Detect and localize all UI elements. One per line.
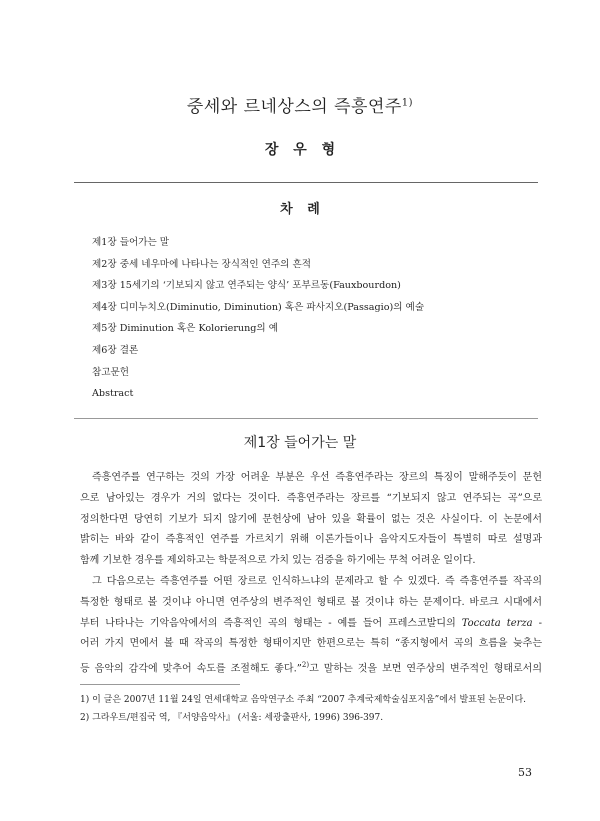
body-line: 특정한 형태로 볼 것이냐 아니면 연주상의 변주적인 형태로 볼 것이냐 하는 문제이다. 바로크 시대에서	[80, 596, 542, 608]
body-line: 즉흥연주를 연구하는 것의 가장 어려운 부분은 우선 즉흥연주라는 장르의 특징이 말해주듯이 문헌	[92, 472, 542, 483]
body-line: 함께 기보한 경우를 제외하고는 학문적으로 가치 있는 검증을 하기에는 무척 어려운 일이다.	[80, 555, 476, 567]
toc-item: Abstract	[92, 388, 134, 400]
footnotes	[80, 692, 542, 727]
body-line-with-footnote	[80, 655, 542, 676]
body-line-text: 고 말하는 것을 보면 연주상의 변주적인 형태로서의	[309, 663, 542, 675]
toc-top-divider	[74, 182, 538, 183]
body-line-text: 등 음악의 감각에 맞추어 속도를 조절해도 좋다.”	[80, 663, 302, 675]
body-line-with-italic	[80, 614, 542, 635]
chapter-heading: 제1장 들어가는 말	[243, 435, 357, 451]
table-of-contents	[92, 232, 424, 405]
toc-item: 참고문헌	[92, 366, 130, 378]
footnote-2: 2) 그라우트/편집국 역, 『서양음악사』 (서울: 세광출판사, 1996) 396-397.	[80, 712, 384, 723]
title-footnote-mark[interactable]: 1)	[401, 97, 414, 109]
footnote-1: 1) 이 글은 2007년 11월 24일 연세대학교 음악연구소 주최 “2007 추계국제학술심포지움”에서 발표된 논문이다.	[80, 695, 527, 705]
toccata-terza-title: Toccata terza	[461, 617, 533, 629]
toc-item: 제1장 들어가는 말	[92, 237, 170, 248]
body-line: 그 다음으로는 즉흥연주를 어떤 장르로 인식하느냐의 문제라고 할 수 있겠다. 즉 즉흥연주를 작곡의	[92, 575, 542, 587]
body-line: 어러 가지 면에서 볼 때 작곡의 특정한 형태이지만 한편으로는 특히 “종지형에서 곡의 흐름을 늦추는	[80, 638, 542, 650]
body-line: 으로 남아있는 경우가 거의 없다는 것이다. 즉흥연주라는 장르를 “기보되지 않고 연주되는 곡”으로	[80, 492, 542, 504]
toc-bottom-divider	[74, 418, 538, 419]
toc-item: 제4장 디미누치오(Diminutio, Diminution) 혹은 파사지오(Passagio)의 예술	[92, 301, 425, 313]
toc-item: 제3장 15세기의 ‘기보되지 않고 연주되는 양식’ 포부르동(Fauxbourdon)	[92, 280, 401, 292]
dash: -	[532, 617, 542, 629]
toc-item: 제6장 결론	[92, 344, 139, 356]
toc-item: 제2장 중세 네우마에 나타나는 장식적인 연주의 흔적	[92, 258, 312, 270]
body-text	[80, 468, 542, 676]
footnote-divider	[80, 684, 240, 685]
body-line-text: 부터 나타나는 기악음악에서의 즉흥적인 곡의 형태는 - 예를 들어 프레스코발디의	[80, 617, 456, 629]
paper-title-text: 중세와 르네상스의 즉흥연주	[186, 97, 402, 117]
footnote-mark-2[interactable]: 2)	[301, 661, 310, 670]
author-name: 장 우 형	[264, 142, 336, 158]
paper-title	[0, 92, 600, 117]
page-number: 53	[518, 766, 532, 779]
body-line: 밝히는 바와 같이 즉흥적인 연주를 가르치기 위해 이론가들이나 음악지도자들이 특별히 따로 설명과	[80, 534, 542, 546]
toc-heading: 차 례	[280, 202, 320, 217]
toc-item: 제5장 Diminution 혹은 Kolorierung의 예	[92, 323, 279, 335]
body-line: 정의한다면 당연히 기보가 되지 않기에 문헌상에 남아 있을 확률이 없는 것은 사실이다. 이 논문에서	[80, 513, 542, 525]
